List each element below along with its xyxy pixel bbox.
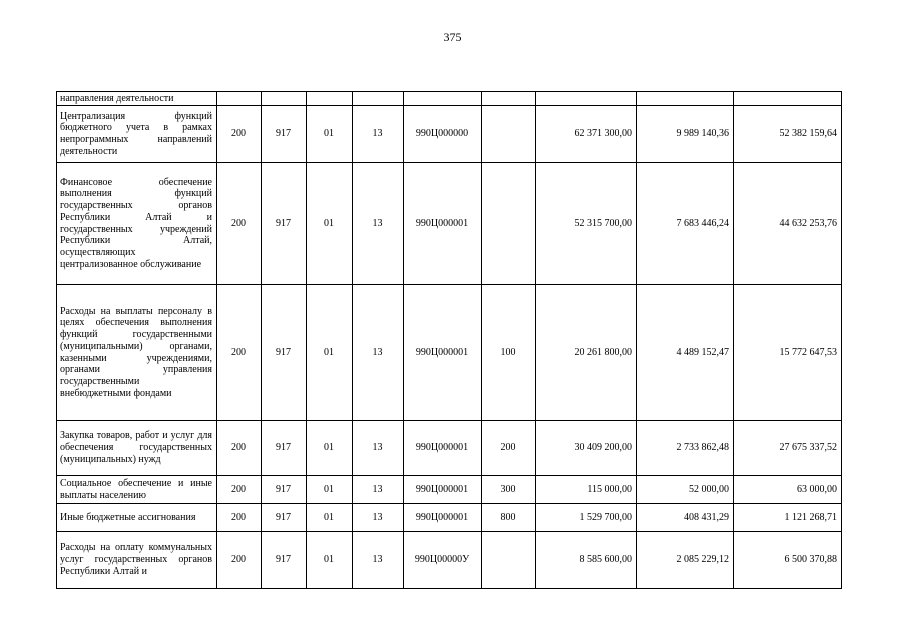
cell-target: 990Ц000000 [404,106,482,163]
cell-subsection: 13 [353,504,404,532]
cell-plan [536,92,637,106]
cell-expense-type [482,163,536,285]
cell-ministry: 917 [262,532,307,589]
cell-subsection: 13 [353,532,404,589]
cell-target: 990Ц000001 [404,285,482,421]
cell-executed: 408 431,29 [637,504,734,532]
cell-plan: 30 409 200,00 [536,421,637,476]
cell-name: Расходы на оплату коммунальных услуг государственных органов Республики Алтай и [57,532,217,589]
cell-subsection: 13 [353,106,404,163]
cell-section: 01 [307,106,353,163]
cell-subsection [353,92,404,106]
cell-name: направления деятельности [57,92,217,106]
cell-name: Закупка товаров, работ и услуг для обеспечения государственных (муниципальных) нужд [57,421,217,476]
cell-ministry: 917 [262,163,307,285]
cell-admin: 200 [217,476,262,504]
cell-target: 990Ц000001 [404,476,482,504]
cell-target: 990Ц00000У [404,532,482,589]
cell-ministry: 917 [262,421,307,476]
cell-section [307,92,353,106]
cell-remainder: 1 121 268,71 [734,504,842,532]
cell-section: 01 [307,532,353,589]
cell-executed: 52 000,00 [637,476,734,504]
cell-target: 990Ц000001 [404,504,482,532]
cell-executed: 2 733 862,48 [637,421,734,476]
cell-section: 01 [307,504,353,532]
cell-subsection: 13 [353,421,404,476]
table-row [57,285,842,421]
cell-plan: 115 000,00 [536,476,637,504]
table-row [57,163,842,285]
page-number: 375 [443,30,462,44]
cell-plan: 52 315 700,00 [536,163,637,285]
cell-section: 01 [307,476,353,504]
cell-name: Социальное обеспечение и иные выплаты населению [57,476,217,504]
cell-expense-type: 200 [482,421,536,476]
cell-admin: 200 [217,285,262,421]
table-row [57,92,842,106]
cell-executed: 9 989 140,36 [637,106,734,163]
cell-remainder: 63 000,00 [734,476,842,504]
cell-admin: 200 [217,504,262,532]
cell-plan: 20 261 800,00 [536,285,637,421]
cell-remainder: 27 675 337,52 [734,421,842,476]
cell-plan: 62 371 300,00 [536,106,637,163]
cell-expense-type: 100 [482,285,536,421]
table-row [57,421,842,476]
cell-section: 01 [307,285,353,421]
cell-remainder: 6 500 370,88 [734,532,842,589]
cell-subsection: 13 [353,163,404,285]
cell-section: 01 [307,421,353,476]
cell-executed: 7 683 446,24 [637,163,734,285]
cell-name: Централизация функций бюджетного учета в рамках непрограммных направлений деятельности [57,106,217,163]
cell-executed [637,92,734,106]
cell-subsection: 13 [353,476,404,504]
cell-target [404,92,482,106]
cell-name: Расходы на выплаты персоналу в целях обеспечения выполнения функций государственными (муниципальными) органами, казенными учреждениями, органами управления государственными внебюджетными фондами [57,285,217,421]
cell-expense-type [482,92,536,106]
cell-target: 990Ц000001 [404,163,482,285]
cell-expense-type: 800 [482,504,536,532]
cell-admin: 200 [217,421,262,476]
cell-expense-type: 300 [482,476,536,504]
table-row [57,532,842,589]
cell-expense-type [482,106,536,163]
budget-table [56,91,842,589]
cell-remainder: 52 382 159,64 [734,106,842,163]
table-body [57,92,842,589]
cell-ministry: 917 [262,285,307,421]
cell-section: 01 [307,163,353,285]
cell-executed: 4 489 152,47 [637,285,734,421]
cell-plan: 1 529 700,00 [536,504,637,532]
cell-admin: 200 [217,106,262,163]
cell-admin: 200 [217,532,262,589]
cell-admin: 200 [217,163,262,285]
table-row [57,476,842,504]
table-row [57,504,842,532]
cell-ministry: 917 [262,504,307,532]
cell-ministry: 917 [262,476,307,504]
cell-name: Иные бюджетные ассигнования [57,504,217,532]
cell-remainder [734,92,842,106]
cell-plan: 8 585 600,00 [536,532,637,589]
cell-ministry [262,92,307,106]
table-row [57,106,842,163]
cell-admin [217,92,262,106]
cell-expense-type [482,532,536,589]
cell-subsection: 13 [353,285,404,421]
cell-ministry: 917 [262,106,307,163]
cell-executed: 2 085 229,12 [637,532,734,589]
cell-name: Финансовое обеспечение выполнения функций государственных органов Республики Алтай и государственных учреждений Республики Алтай, осуществляющих централизованное обслуживание [57,163,217,285]
cell-remainder: 44 632 253,76 [734,163,842,285]
cell-remainder: 15 772 647,53 [734,285,842,421]
cell-target: 990Ц000001 [404,421,482,476]
